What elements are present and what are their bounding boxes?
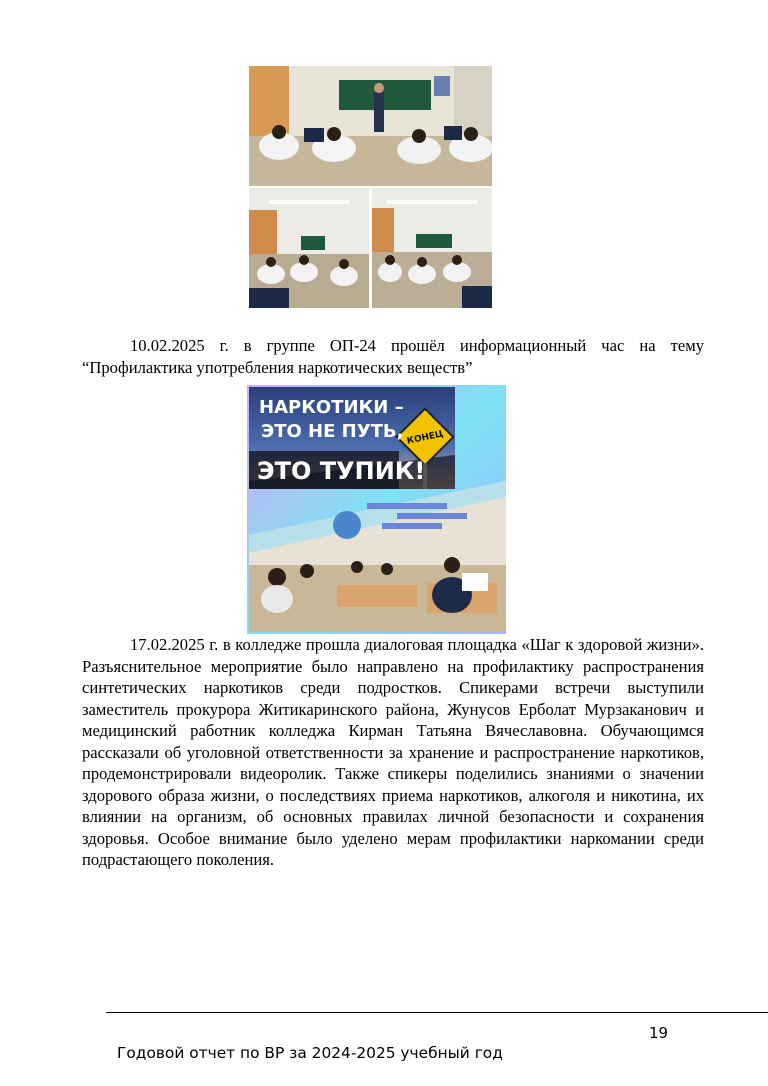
poster-line-1: НАРКОТИКИ – [259,397,404,418]
paragraph-info-hour [82,335,704,378]
footer-caption: Годовой отчет по ВР за 2024-2025 учебный год [117,1044,503,1062]
classroom-photo-bottom-right [372,188,492,308]
paragraph-info-hour-text: 10.02.2025 г. в группе ОП-24 прошёл информационный час на тему “Профилактика употребления наркотических веществ” [82,336,704,377]
classroom-photo-bottom-left [249,188,369,308]
paragraph-dialog-platform-text: 17.02.2025 г. в колледже прошла диалоговая площадка «Шаг к здоровой жизни». Разъяснительное мероприятие было направлено на профилактику распространения синтетических наркотиков среди подростков. Спикерами встречи выступили заместитель прокурора Житикаринского района, Жунусов Ерболат Мурзаканович и медицинский работник колледжа Кирман Татьяна Вячеславовна. Обучающимся рассказали об уголовной ответственности за хранение и распространение наркотиков, продемонстрировали видеоролик. Также спикеры поделились знаниями о значении здорового образа жизни, о последствиях приема наркотиков, алкоголя и никотина, их влиянии на организм, об основных правилах личной безопасности и сохранения здоровья. Особое внимание было уделено мерам профилактики наркомании среди подрастающего поколения. [82,635,704,869]
page-number: 19 [649,1024,669,1042]
poster-line-2: ЭТО НЕ ПУТЬ, [261,421,404,442]
poster-sign-text: КОНЕЦ [406,429,445,447]
classroom-photo-top [249,66,492,186]
paragraph-dialog-platform [82,634,704,871]
poster-line-3: ЭТО ТУПИК! [257,457,426,485]
poster-collage [247,385,506,634]
footer-divider [106,1012,768,1013]
